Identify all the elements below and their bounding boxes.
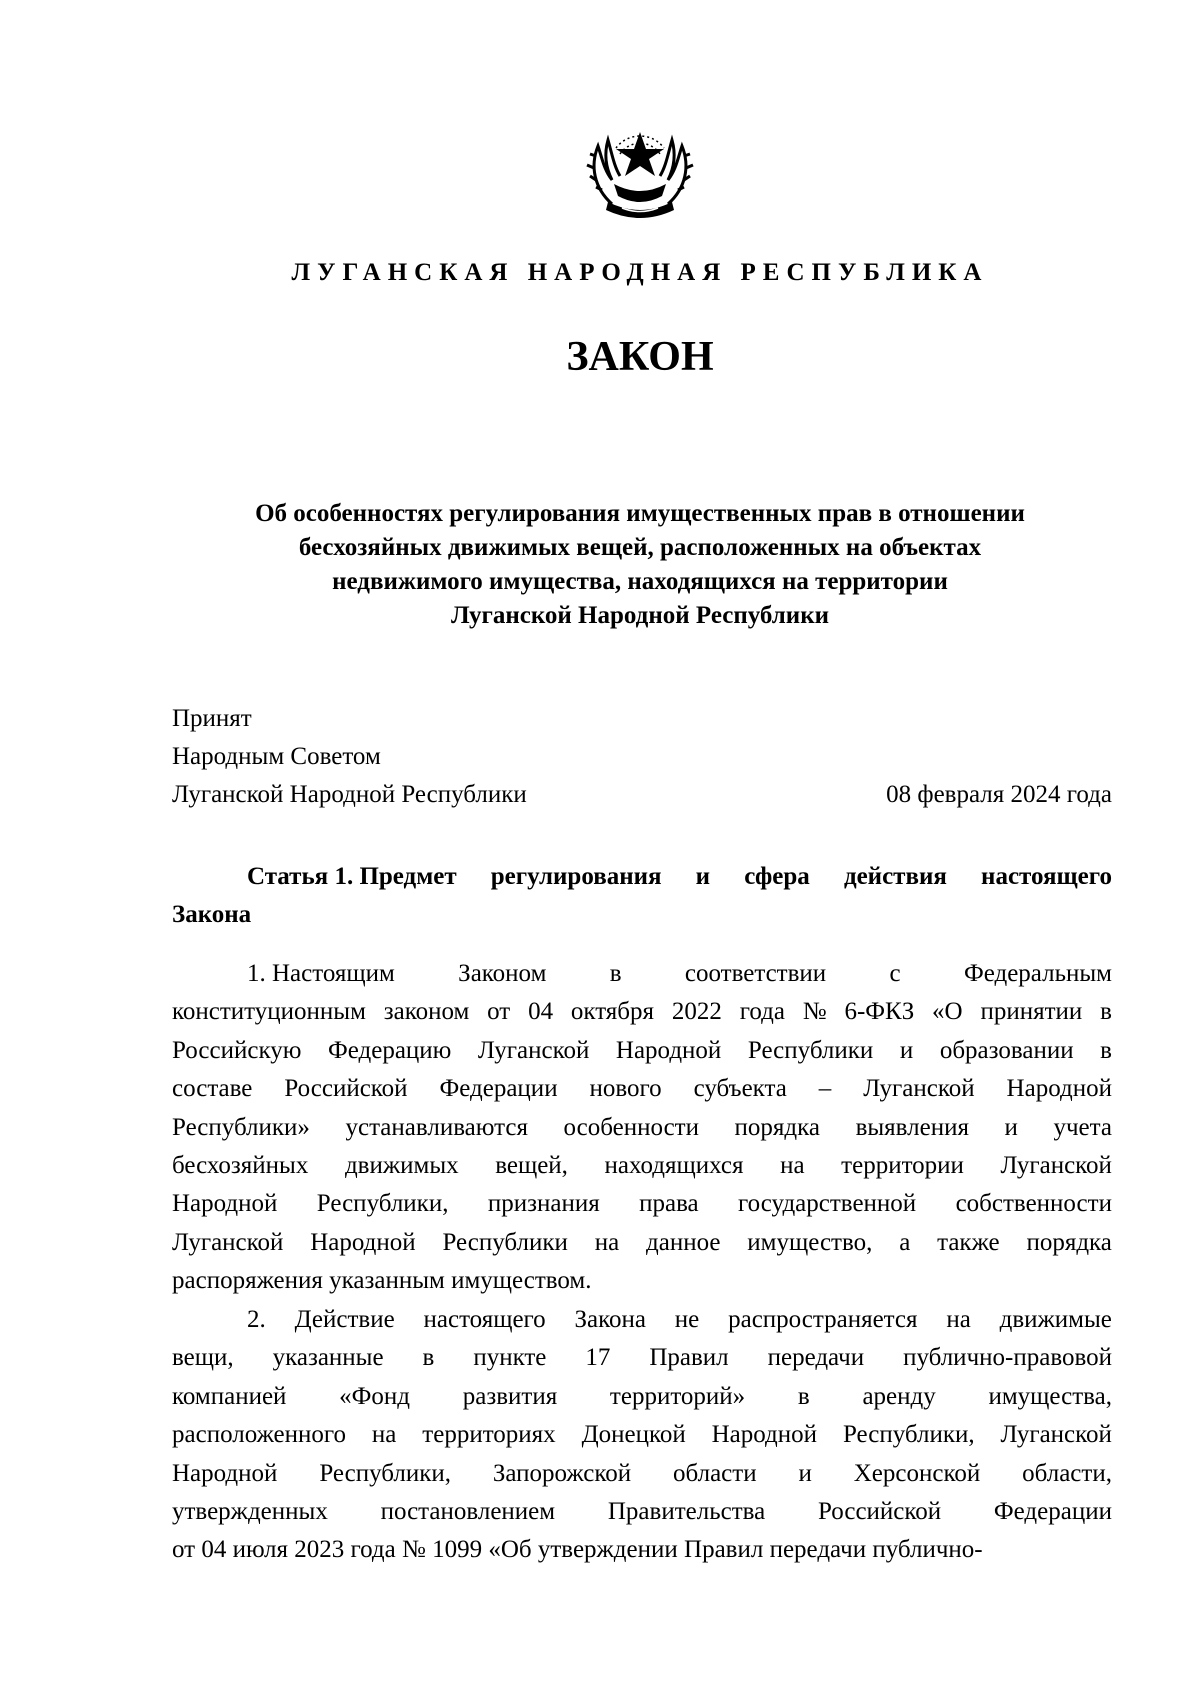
text-line [172,1185,1112,1223]
text-word: области [673,1459,757,1487]
text-word: особенности [563,1113,699,1141]
text-word: Луганской [477,1036,590,1064]
text-word: имущество, [747,1228,873,1256]
text-word: передачи [767,1344,865,1372]
text-word: Федеральным [963,960,1112,987]
text-word: года [739,998,785,1026]
text-word: территории [841,1151,964,1179]
document-type: ЗАКОН [566,334,714,380]
text-line [172,1301,1112,1339]
text-word: Народной [615,1036,722,1064]
text-word: в [609,960,622,987]
law-title-line: недвижимого имущества, находящихся на территории [332,568,948,595]
adoption-line: Народным Советом [172,743,381,770]
text-word: от [487,998,511,1026]
text-word: собственности [955,1190,1112,1218]
text-word: устанавливаются [345,1113,528,1141]
text-word: на [946,1306,971,1333]
text-word: нового [589,1075,662,1103]
state-name: ЛУГАНСКАЯ НАРОДНАЯ РЕСПУБЛИКА [291,259,989,286]
heading-word: Статья 1. Предмет [247,863,457,890]
text-word: Луганской [172,1228,284,1256]
text-word: принятии [980,998,1083,1026]
text-line [172,993,1112,1031]
text-word: 2022 [671,998,722,1026]
text-word: Республики [747,1036,874,1064]
text-word: на [371,1421,397,1449]
text-word: в [1100,1036,1112,1064]
text-word: в [1100,998,1112,1026]
text-word: расположенного [172,1421,347,1449]
article-heading-line: Закона [172,901,252,928]
paragraph-2 [172,1301,1112,1570]
adoption-line: Луганской Народной Республики [172,781,527,808]
text-word: пункте [473,1344,547,1372]
text-word: территорий» [609,1382,746,1410]
text-word: Федерации [993,1497,1112,1525]
text-word: Российской [817,1497,942,1525]
text-word: в [797,1382,810,1410]
text-word: Российской [284,1075,408,1103]
text-word: Республики, [319,1459,451,1487]
text-word: настоящего [423,1306,546,1333]
text-word: области, [1022,1459,1112,1487]
text-word: Закона [574,1306,646,1333]
text-word: Республики, [842,1421,975,1449]
text-word: Правительства [607,1497,766,1525]
text-word: движимые [999,1306,1112,1333]
text-word: Республики» [172,1113,310,1141]
text-word: постановлением [380,1497,556,1525]
paragraph-1 [172,955,1112,1301]
text-word: Народной [1006,1075,1112,1103]
text-word: права [639,1190,699,1218]
text-word: утвержденных [172,1497,328,1525]
text-word: Народной [172,1459,278,1487]
text-word: также [937,1228,1000,1256]
text-word: признания [487,1190,600,1218]
text-word: бесхозяйных [172,1151,309,1179]
law-title [170,497,1110,633]
text-word: не [674,1306,700,1333]
text-word: Республики, [316,1190,449,1218]
text-word: с [889,960,901,987]
text-word: Херсонской [853,1459,981,1487]
article-heading-line [172,858,1112,896]
text-word: и [1004,1113,1018,1141]
text-word: Республики [442,1228,568,1256]
text-word: порядка [1026,1228,1112,1256]
text-word: «О [932,998,963,1026]
text-word: вещей, [495,1151,568,1179]
text-word: и [899,1036,914,1064]
text-word: имущества, [988,1382,1112,1410]
text-word: № [802,998,827,1026]
text-word: и [798,1459,812,1487]
text-word: 6-ФКЗ [844,998,915,1026]
text-word: Донецкой [581,1421,686,1449]
text-word: субъекта [693,1075,787,1103]
text-word: Федерацию [327,1036,452,1064]
text-line [172,1032,1112,1070]
law-title-line: Об особенностях регулирования имущественных прав в отношении [255,500,1025,527]
text-line [172,1339,1112,1377]
coat-of-arms-icon [582,118,698,224]
text-word: от 04 июля 2023 года № 1099 «Об утверждении Правил передачи публично- [172,1536,983,1564]
text-word: порядка [734,1113,821,1141]
text-word: развития [462,1382,558,1410]
text-line [172,1455,1112,1493]
heading-word: регулирования [490,863,662,890]
text-line [172,1070,1112,1108]
text-word: Законом [458,960,547,987]
text-word: составе [172,1075,253,1103]
text-word: учета [1053,1113,1112,1141]
text-word: 04 [528,998,554,1026]
adoption-date: 08 февраля 2024 года [886,781,1112,808]
text-word: Луганской [863,1075,975,1103]
text-word: находящихся [604,1151,744,1179]
text-word: на [780,1151,805,1179]
text-word: вещи, [172,1344,234,1372]
text-word: Народной [310,1228,416,1256]
text-word: Народной [711,1421,818,1449]
law-title-line: бесхозяйных движимых вещей, расположенных на объектах [298,534,982,561]
text-word: конституционным [172,998,366,1026]
text-word: 17 [585,1344,611,1372]
text-line [172,1493,1112,1531]
text-word: Российскую [172,1036,302,1064]
heading-word: действия [843,863,947,890]
text-word: указанные [272,1344,384,1372]
text-word: 1. Настоящим [247,960,395,987]
text-word: аренду [862,1382,936,1410]
adoption-line: Принят [172,705,252,732]
text-word: образовании [939,1036,1074,1064]
text-line [172,1109,1112,1147]
text-word: территориях [422,1421,556,1449]
text-word: движимых [344,1151,459,1179]
text-word: октября [570,998,655,1026]
text-word: Луганской [1000,1151,1112,1179]
heading-word: сфера [744,863,810,890]
text-word: распространяется [728,1306,918,1333]
text-word: законом [383,998,470,1026]
heading-word: и [695,863,711,890]
text-word: выявления [855,1113,969,1141]
text-word: Правил [649,1344,729,1372]
text-word: Действие [294,1306,395,1333]
text-line [172,955,1112,993]
text-word: Луганской [1000,1421,1112,1449]
text-word: распоряжения указанным имуществом. [172,1267,592,1295]
text-word: компанией [172,1382,287,1410]
text-word: Федерации [439,1075,558,1103]
text-line [172,1262,1112,1300]
text-line [172,1416,1112,1454]
text-word: Запорожской [492,1459,632,1487]
text-line [172,1147,1112,1185]
text-line [172,1224,1112,1262]
text-word: государственной [738,1190,917,1218]
text-word: а [899,1228,911,1256]
article-heading [172,858,1112,934]
text-line [172,1378,1112,1416]
text-word: соответствии [684,960,827,987]
text-word: публично-правовой [903,1344,1112,1372]
law-title-line: Луганской Народной Республики [450,602,830,629]
text-word: данное [646,1228,721,1256]
heading-word: настоящего [981,863,1112,890]
text-word: Народной [172,1190,278,1218]
text-word: – [818,1075,832,1103]
text-word: на [594,1228,620,1256]
text-line [172,1531,1112,1569]
text-word: 2. [247,1306,266,1333]
text-word: «Фонд [339,1382,411,1410]
text-word: в [422,1344,435,1372]
